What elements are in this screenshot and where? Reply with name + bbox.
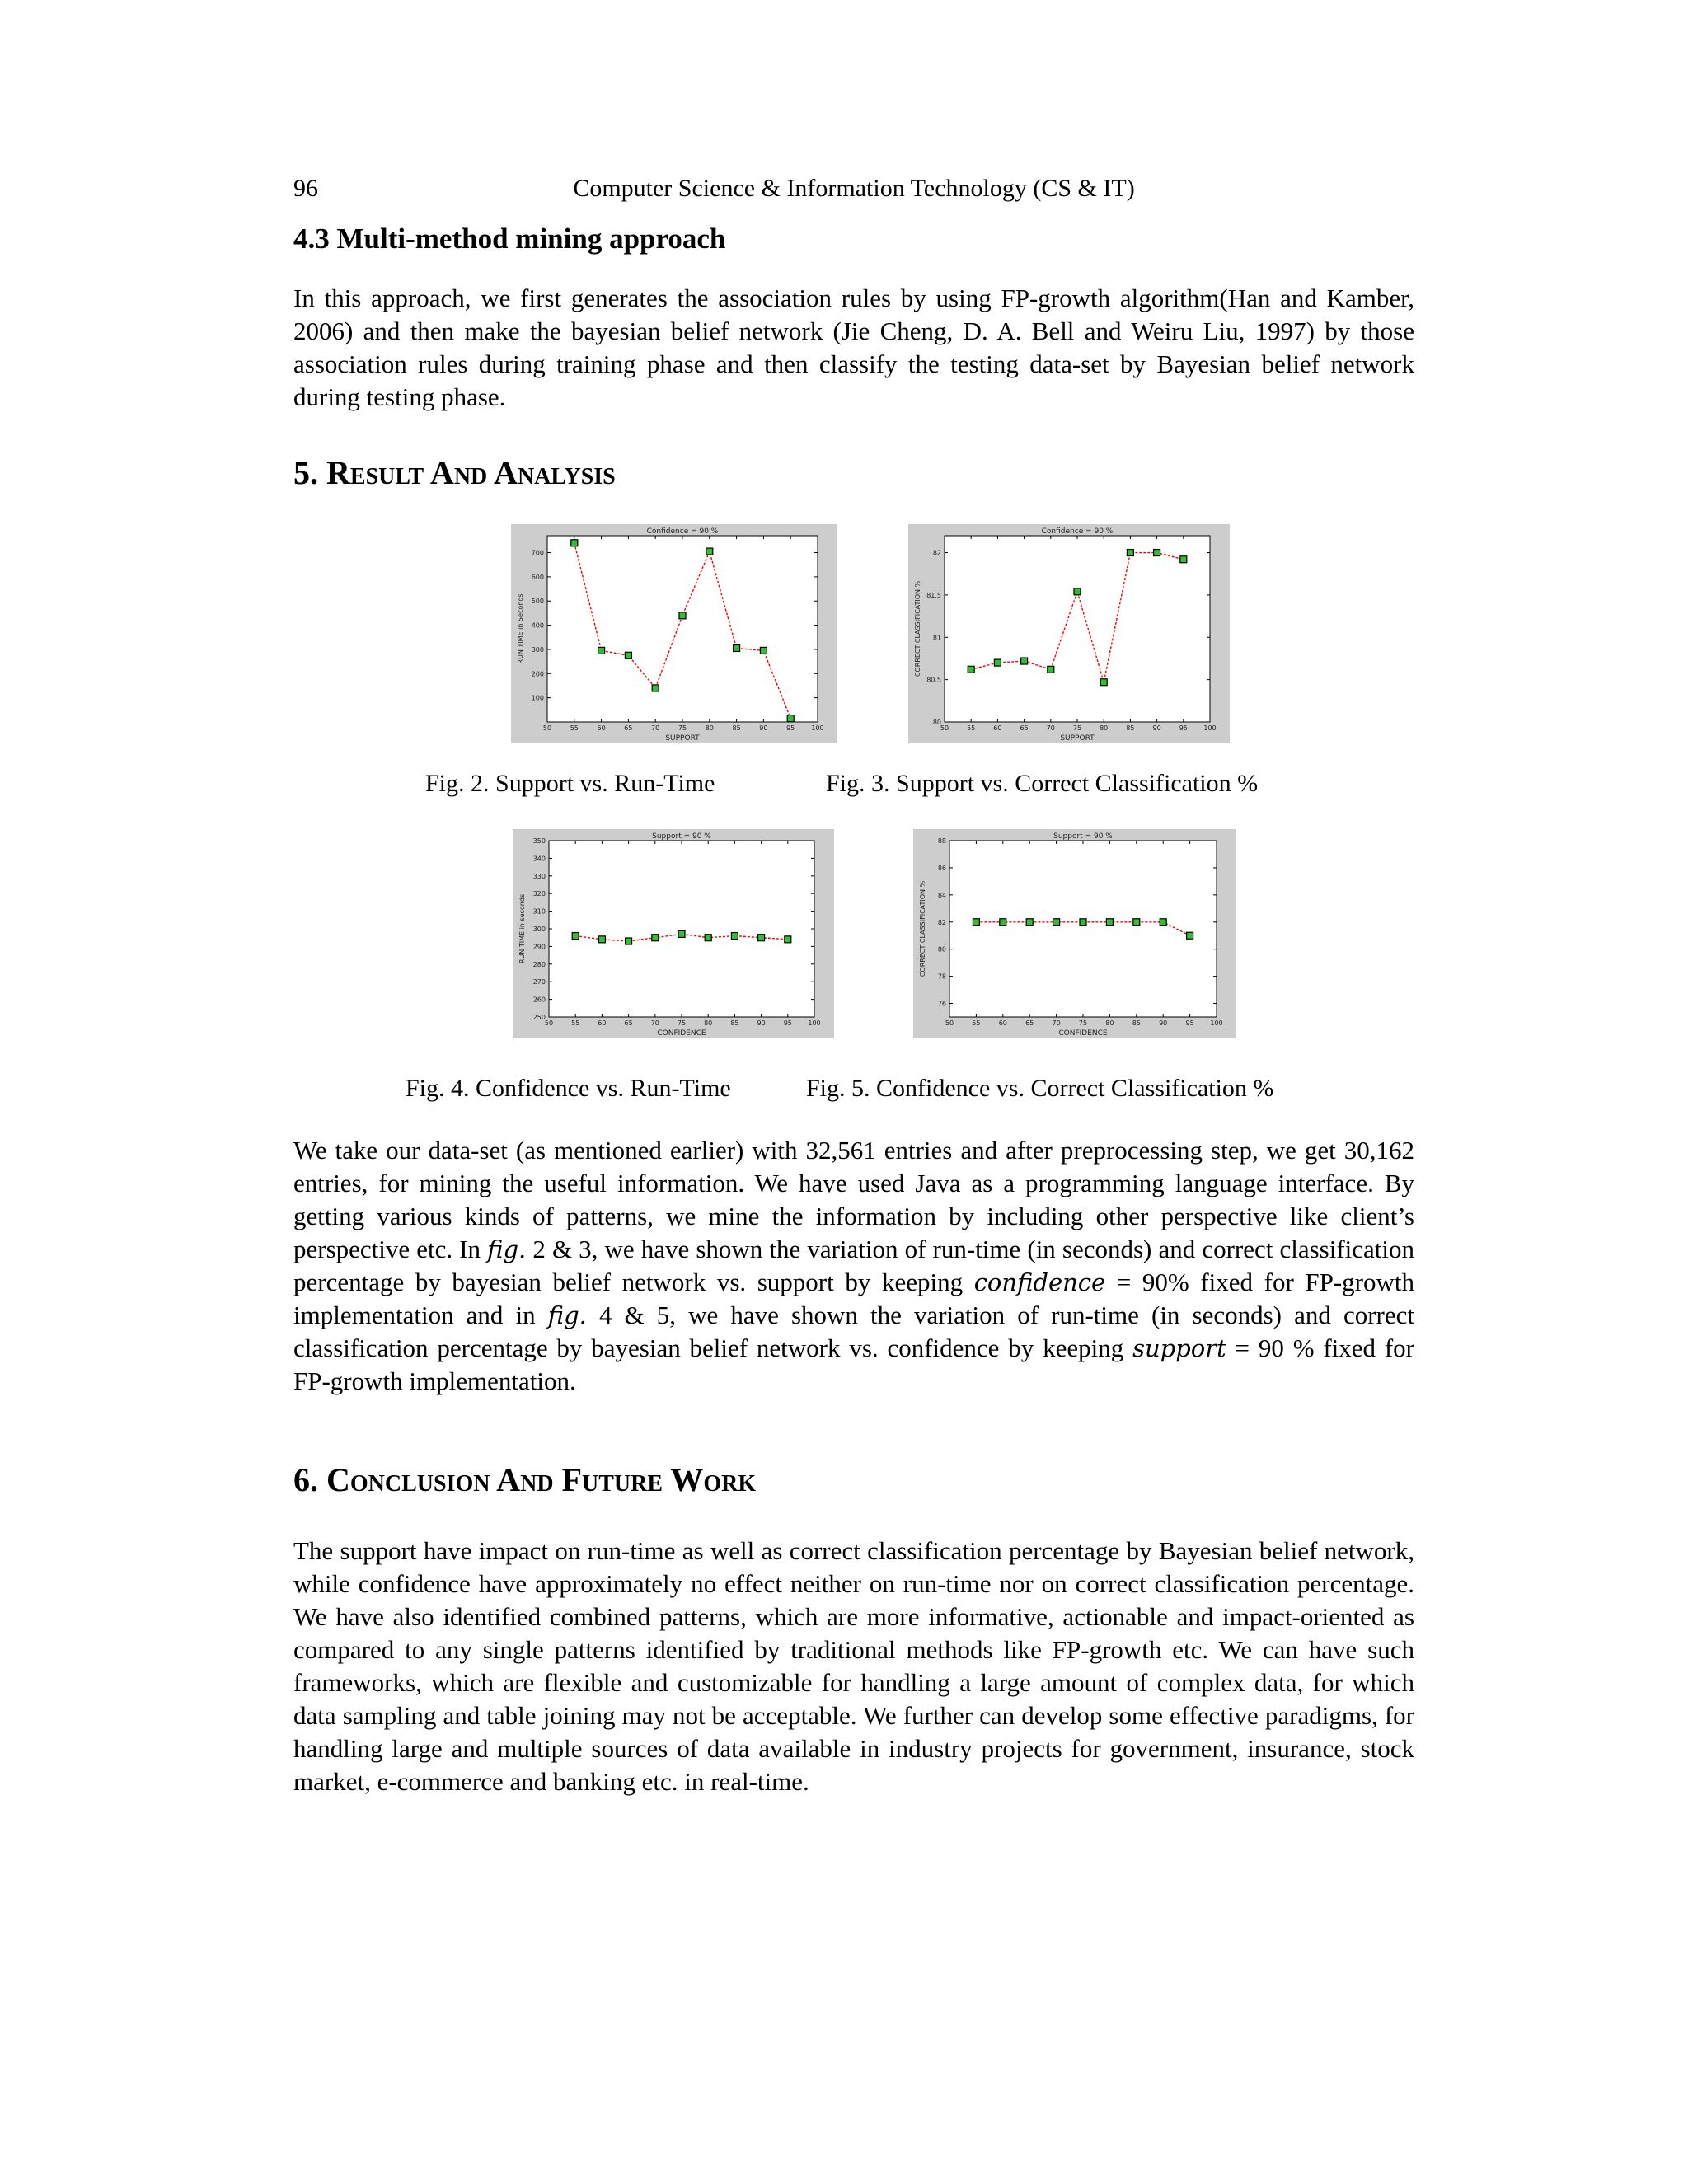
x-tick-label: 75 — [1072, 724, 1082, 732]
data-point — [572, 933, 579, 940]
math-fig-1: fig. — [487, 1235, 527, 1263]
x-tick-label: 65 — [624, 1019, 633, 1027]
data-point — [678, 930, 685, 937]
y-tick-label: 84 — [937, 891, 946, 899]
section-5-heading — [293, 453, 1414, 492]
plot-area — [950, 841, 1217, 1017]
figure-4-caption: Fig. 4. Confidence vs. Run-Time — [406, 1075, 731, 1102]
chart-svg — [913, 829, 1236, 1038]
x-tick-label: 90 — [759, 724, 768, 732]
figure-3-chart — [908, 524, 1230, 743]
data-point — [1026, 919, 1033, 926]
y-axis-label: CORRECT CLASSIFICATION % — [914, 580, 921, 677]
x-tick-label: 100 — [808, 1019, 821, 1027]
x-tick-label: 60 — [598, 1019, 607, 1027]
y-tick-label: 80.5 — [926, 676, 941, 684]
x-tick-label: 85 — [1132, 1019, 1141, 1027]
x-tick-label: 70 — [651, 724, 660, 732]
para-text-2: 2 & 3, we have shown the variation of run-time (in seconds) and correct classification percentage by bayesian belief network vs. support by keeping — [293, 1235, 1414, 1296]
para-text-1: We take our data-set (as mentioned earlier) with 32,561 entries and after preprocessing step, we get 30,162 entries, for mining the useful information. We have used Java as a programming language interface. By getting various kinds of patterns, we mine the information by including other perspective like client’s perspective etc. In — [293, 1136, 1414, 1263]
data-point — [973, 919, 979, 926]
section-4-3-heading: 4.3 Multi-method mining approach — [293, 223, 726, 255]
x-tick-label: 50 — [945, 1019, 954, 1027]
data-point — [1000, 919, 1006, 926]
figure-2-chart — [511, 524, 837, 743]
x-tick-label: 85 — [732, 724, 741, 732]
x-tick-label: 60 — [597, 724, 606, 732]
y-tick-label: 81 — [932, 634, 941, 642]
x-axis-label: CONFIDENCE — [1058, 1029, 1108, 1038]
y-tick-label: 76 — [937, 1000, 946, 1008]
data-point — [734, 644, 740, 651]
x-tick-label: 65 — [624, 724, 633, 732]
x-tick-label: 80 — [1105, 1019, 1114, 1027]
chart-svg — [511, 524, 837, 743]
x-tick-label: 95 — [783, 1019, 792, 1027]
x-tick-label: 80 — [1100, 724, 1109, 732]
y-tick-label: 310 — [532, 907, 546, 916]
x-tick-label: 95 — [786, 724, 795, 732]
x-tick-label: 75 — [1078, 1019, 1088, 1027]
chart-svg — [908, 524, 1230, 743]
plot-area — [945, 536, 1210, 722]
x-tick-label: 60 — [998, 1019, 1007, 1027]
chart-title: Confidence = 90 % — [1041, 527, 1114, 536]
para-text-3: = 90% fixed for FP-growth implementation and in — [293, 1268, 1414, 1329]
data-point — [679, 612, 686, 619]
x-tick-label: 80 — [705, 724, 714, 732]
x-tick-label: 100 — [811, 724, 824, 732]
x-tick-label: 100 — [1203, 724, 1217, 732]
y-tick-label: 700 — [531, 549, 544, 557]
figure-5-caption: Fig. 5. Confidence vs. Correct Classification % — [806, 1075, 1274, 1102]
x-tick-label: 90 — [757, 1019, 766, 1027]
x-tick-label: 75 — [678, 724, 687, 732]
y-tick-label: 86 — [937, 864, 946, 872]
data-point — [1080, 919, 1086, 926]
y-axis-label: CORRECT CLASSIFICATION % — [919, 880, 926, 977]
y-tick-label: 88 — [937, 837, 946, 845]
data-point — [758, 935, 765, 941]
data-point — [1160, 919, 1166, 926]
y-tick-label: 600 — [531, 573, 544, 581]
x-tick-label: 75 — [677, 1019, 687, 1027]
figure-2-caption: Fig. 2. Support vs. Run-Time — [425, 770, 715, 797]
chart-title: Confidence = 90 % — [646, 527, 719, 536]
y-axis-label: RUN TIME in Seconds — [517, 593, 524, 664]
x-axis-label: CONFIDENCE — [657, 1029, 706, 1038]
section-4-3-paragraph: In this approach, we first generates the association rules by using FP-growth algorithm(Han and Kamber, 2006) and then make the bayesian belief network (Jie Cheng, D. A. Bell and Weiru Liu, 1997) by those association rules during training phase and then classify the testing data-set by Bayesian belief network during testing phase. — [293, 284, 1414, 411]
section-5-paragraph — [293, 1134, 1414, 1398]
data-point — [1187, 932, 1193, 939]
x-axis-label: SUPPORT — [1060, 734, 1095, 743]
y-tick-label: 82 — [937, 918, 946, 926]
page-number: 96 — [293, 175, 318, 202]
section-6-heading — [293, 1460, 1414, 1499]
data-point — [626, 938, 632, 944]
x-tick-label: 70 — [1046, 724, 1055, 732]
data-point — [994, 659, 1001, 666]
y-axis-label: RUN TIME in seconds — [518, 893, 526, 964]
data-point — [1021, 658, 1028, 664]
chart-svg — [513, 829, 834, 1038]
x-tick-label: 80 — [704, 1019, 713, 1027]
data-point — [652, 685, 659, 691]
figure-3-caption: Fig. 3. Support vs. Correct Classification % — [826, 770, 1259, 797]
section-5-title: Result And Analysis — [326, 454, 616, 491]
math-confidence: confidence — [973, 1268, 1106, 1296]
x-tick-label: 50 — [542, 724, 552, 732]
data-point — [598, 647, 605, 654]
x-tick-label: 55 — [571, 1019, 580, 1027]
x-tick-label: 90 — [1152, 724, 1161, 732]
x-tick-label: 60 — [993, 724, 1002, 732]
data-point — [1053, 919, 1060, 926]
y-tick-label: 100 — [531, 694, 544, 702]
section-5-number: 5. — [293, 454, 318, 491]
x-tick-label: 85 — [730, 1019, 739, 1027]
y-tick-label: 270 — [532, 978, 546, 987]
x-tick-label: 95 — [1185, 1019, 1194, 1027]
x-tick-label: 50 — [544, 1019, 554, 1027]
x-tick-label: 85 — [1126, 724, 1135, 732]
data-point — [760, 647, 767, 654]
chart-title: Support = 90 % — [652, 832, 711, 841]
data-point — [625, 652, 631, 658]
data-point — [1180, 556, 1187, 563]
y-tick-label: 280 — [532, 960, 546, 968]
y-tick-label: 320 — [532, 890, 546, 898]
y-tick-label: 290 — [532, 943, 546, 951]
data-point — [1154, 550, 1160, 556]
figure-5-chart — [913, 829, 1236, 1038]
x-tick-label: 65 — [1025, 1019, 1034, 1027]
y-tick-label: 340 — [532, 855, 546, 863]
x-tick-label: 100 — [1210, 1019, 1223, 1027]
data-point — [1100, 679, 1107, 686]
plot-area — [547, 536, 818, 722]
data-point — [571, 540, 578, 546]
plot-area — [549, 841, 814, 1017]
y-tick-label: 81.5 — [926, 591, 941, 599]
running-head — [293, 175, 1414, 208]
y-tick-label: 400 — [531, 621, 544, 630]
data-point — [1127, 550, 1133, 556]
y-tick-label: 300 — [532, 926, 546, 933]
x-tick-label: 55 — [967, 724, 976, 732]
section-6-title: Conclusion And Future Work — [326, 1461, 757, 1498]
chart-title: Support = 90 % — [1053, 832, 1113, 841]
x-tick-label: 65 — [1020, 724, 1029, 732]
x-tick-label: 50 — [940, 724, 950, 732]
figure-4-chart — [513, 829, 834, 1038]
data-point — [1106, 919, 1113, 926]
data-point — [705, 935, 711, 941]
y-tick-label: 200 — [531, 670, 544, 678]
x-tick-label: 70 — [1052, 1019, 1061, 1027]
x-tick-label: 90 — [1159, 1019, 1168, 1027]
y-tick-label: 350 — [532, 837, 546, 845]
x-tick-label: 70 — [650, 1019, 659, 1027]
y-tick-label: 250 — [532, 1014, 546, 1021]
data-point — [706, 548, 713, 555]
y-tick-label: 330 — [532, 872, 546, 880]
data-point — [1133, 919, 1140, 926]
y-tick-label: 500 — [531, 598, 544, 606]
data-point — [652, 935, 659, 941]
math-support: support — [1132, 1334, 1226, 1362]
data-point — [1074, 588, 1081, 595]
data-point — [598, 936, 605, 943]
x-tick-label: 55 — [972, 1019, 981, 1027]
x-tick-label: 55 — [570, 724, 579, 732]
para-text-5: = 90 % fixed for FP-growth implementation. — [293, 1333, 1415, 1395]
section-6-number: 6. — [293, 1461, 318, 1498]
journal-title: Computer Science & Information Technology (CS & IT) — [573, 175, 1135, 202]
data-point — [1048, 666, 1054, 673]
y-tick-label: 82 — [932, 549, 941, 557]
y-tick-label: 80 — [937, 945, 946, 954]
data-point — [968, 666, 974, 673]
x-axis-label: SUPPORT — [665, 734, 700, 743]
y-tick-label: 260 — [532, 996, 546, 1004]
math-fig-2: fig. — [547, 1301, 587, 1329]
y-tick-label: 300 — [531, 645, 544, 654]
para-text-4: 4 & 5, we have shown the variation of run-time (in seconds) and correct classification percentage by bayesian belief network vs. confidence by keeping — [293, 1301, 1414, 1362]
data-point — [787, 715, 794, 722]
section-6-paragraph: The support have impact on run-time as well as correct classification percentage by Bayesian belief network, while confidence have approximately no effect neither on run-time nor on correct classification percentage. We have also identified combined patterns, which are more informative, actionable and impact-oriented as compared to any single patterns identified by traditional methods like FP-growth etc. We can have such frameworks, which are flexible and customizable for handling a large amount of complex data, for which data sampling and table joining may not be acceptable. We further can develop some effective paradigms, for handling large and multiple sources of data available in industry projects for government, insurance, stock market, e-commerce and banking etc. in real-time. — [293, 1536, 1414, 1796]
data-point — [785, 936, 791, 943]
data-point — [731, 933, 738, 940]
y-tick-label: 78 — [937, 972, 946, 981]
y-tick-label: 80 — [932, 719, 941, 726]
x-tick-label: 95 — [1179, 724, 1188, 732]
